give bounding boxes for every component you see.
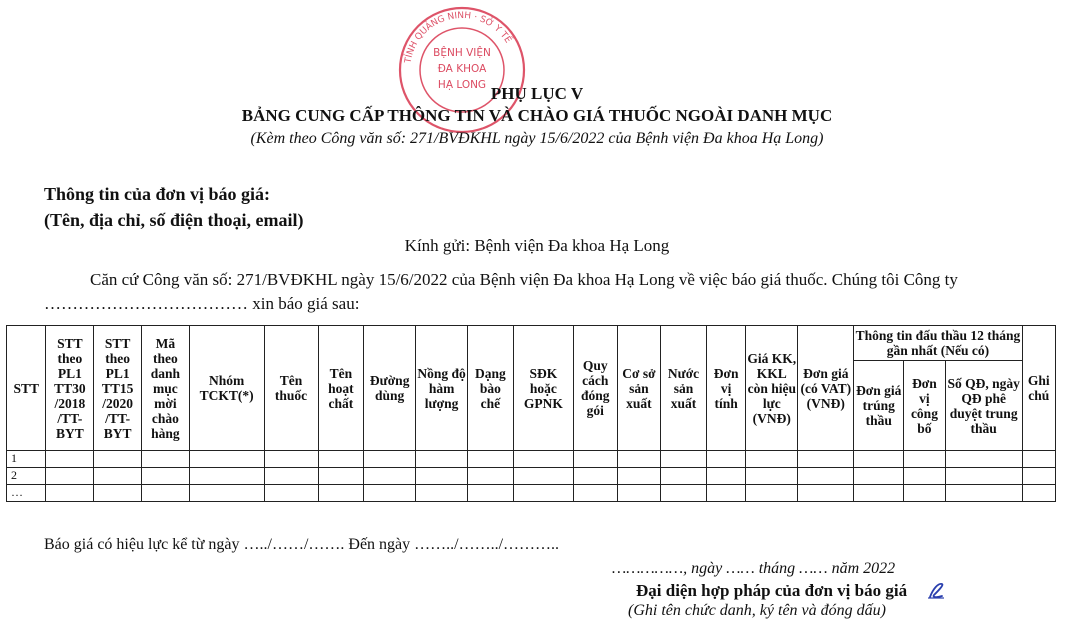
representative-title: Đại diện hợp pháp của đơn vị báo giá [636, 581, 908, 600]
row-number: … [7, 485, 46, 502]
group-col-header: Số QĐ, ngày QĐ phê duyệt trung thầu [945, 361, 1022, 451]
col-header: Nước sản xuất [661, 326, 707, 451]
col-header: SĐK hoặc GPNK [513, 326, 573, 451]
vendor-info-detail: (Tên, địa chỉ, số điện thoại, email) [44, 210, 304, 230]
col-header: Dạng bào chế [468, 326, 514, 451]
validity-line: Báo giá có hiệu lực kể từ ngày …../……/……. Đến ngày ……../……../……….. [44, 536, 560, 553]
col-header: Nhóm TCKT(*) [189, 326, 264, 451]
vendor-info-label: Thông tin của đơn vị báo giá: [44, 184, 271, 204]
signature-mark [924, 579, 948, 603]
col-header: STT theo PL1 TT30 /2018 /TT-BYT [46, 326, 94, 451]
group-header: Thông tin đấu thầu 12 tháng gần nhất (Nếu có) [854, 326, 1022, 361]
appendix-heading: PHỤ LỤC V [490, 84, 584, 103]
stamp-line-2: ĐA KHOA [437, 63, 487, 75]
col-header: Tên thuốc [264, 326, 318, 451]
col-header: Quy cách đóng gói [573, 326, 617, 451]
stamp-line-3: HẠ LONG [437, 79, 487, 91]
col-header: Tên hoạt chất [318, 326, 364, 451]
col-header: Đường dùng [364, 326, 416, 451]
col-header: Đơn giá (có VAT) (VNĐ) [798, 326, 854, 451]
table-row [7, 468, 1056, 485]
recipient-line: Kính gửi: Bệnh viện Đa khoa Hạ Long [404, 236, 670, 255]
price-quote-table [6, 325, 1056, 502]
col-header: STT [7, 326, 46, 451]
col-header: Nồng độ hàm lượng [416, 326, 468, 451]
col-header: Đơn vị tính [706, 326, 745, 451]
table-row [7, 451, 1056, 468]
col-header: STT theo PL1 TT15 /2020 /TT-BYT [94, 326, 142, 451]
document-title: BẢNG CUNG CẤP THÔNG TIN VÀ CHÀO GIÁ THUỐC NGOÀI DANH MỤC [241, 106, 833, 125]
col-header: Cơ sở sản xuất [617, 326, 661, 451]
document-subtitle: (Kèm theo Công văn số: 271/BVĐKHL ngày 15/6/2022 của Bệnh viện Đa khoa Hạ Long) [250, 130, 824, 147]
row-number: 1 [7, 451, 46, 468]
group-col-header: Đơn vị công bố [904, 361, 946, 451]
stamp-line-1: BỆNH VIỆN [433, 47, 491, 59]
group-col-header: Đơn giá trúng thầu [854, 361, 904, 451]
col-header: Ghi chú [1022, 326, 1055, 451]
table-row [7, 485, 1056, 502]
representative-note: (Ghi tên chức danh, ký tên và đóng dấu) [628, 602, 886, 619]
col-header: Giá KK, KKL còn hiệu lực (VNĐ) [746, 326, 798, 451]
date-line: ……………, ngày …… tháng …… năm 2022 [612, 560, 896, 577]
intro-paragraph: Căn cứ Công văn số: 271/BVĐKHL ngày 15/6/2022 của Bệnh viện Đa khoa Hạ Long về việc báo giá thuốc. Chúng tôi Công ty ……………………………… xin báo giá sau: [44, 270, 958, 313]
stamp-arc-text: TỈNH QUẢNG NINH · SỞ Y TẾ [403, 10, 513, 65]
col-header: Mã theo danh mục mời chào hàng [141, 326, 189, 451]
row-number: 2 [7, 468, 46, 485]
